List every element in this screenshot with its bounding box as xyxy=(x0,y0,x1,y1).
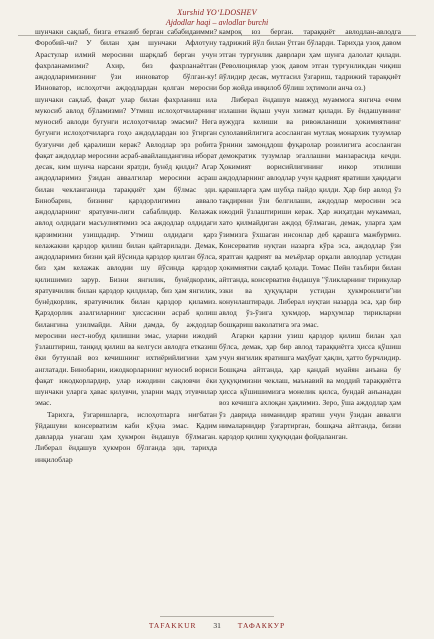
left-column xyxy=(35,26,217,465)
paragraph: Тарихга, ўзгаришларга, ислоҳотларга нигбатан ўйдашуви консерватизм каби кўҳна эмас. Қадим давларда унагаш ҳам ҳукмрон ёндашув бўлмаган. Либерал ёндашув ҳукмрон бўлганда эди, тарихда инқилоблар xyxy=(35,409,217,464)
paragraph: шунчаки сақлаб, бизга етказиб берган сабабидаимми? Форобий-чи? У билан ҳам шунчаки Афлотуну Арастулар илмий меросини шарқлаб берган учун фахрланамизми? Ахир, биз фахрланаётган аждодларимизнинг ўзи инноватор бўлган-ку! Инноватор, ислоҳотчи аждодлардан қолган меросни шунчаки сақлаб, фақат улар билан фахрланиш ила мукосиб авлод бўламизми? Утмиш ислоҳотчиларнинг муносиб авлоди бугунги ислоҳотчилар эмасми? Нега бугунги ислоҳотчиларга гоҳо аждодлардан юз ўгирган бузғунчи деб қаралиши керак? Авлодлар эрз робита фақат аждодлар меросини асраб-авайлашдангина иборат десак, ким шунча нарсани яратди, бунёд қилди? Агар аждодларимиз ўзидан аввалгилар меросини асраш билан чекланганида тараққиёт ҳам бўлмас эди. Бинобарин, бизнинг қарздорлигимиз аввало аждодларнинг яратувчи-лиги сабаблидир. Келажак авлод олдидаги масъулиятимиз эса аждодлар олдидаги қарзимизни узишдадир. Утмиш олдидаги қарз келажакни қарздор қилиш билан қайтарилади. Демак, аждодларимиз бизни қай йўсинда қарздор қилган бўлса, биз ҳам келажак авлодни шу йўсинда қарздор қилишимиз зарур. Бизни янгилик, бунёдкорлик, яратувчилик билан қарздор қилдилар, биз ҳам янгилик, бунёдкорлик, яратувчилик билан қарздор қиламиз. Қарздорлик азалгиларнинг ҳиссасини асраб қолиш билангина узилмайди. Айни дамда, бу аждодлар меросини нест-нобуд қилишни эмас, уларни ижодий ўзлаштириш, танқид қилиш ва келгуси авлодга етказиш ёки бутунлай воз кечишнинг ихтиёрийлигини ҳам англатади. Бинобарин, ижодкорларнинг муносиб вориси фақат ижодкорлардир, улар ижодини сақловчи ёки шунчаки уларга ҳавас қилувчи, уларни мадҳ этувчилар эмас. xyxy=(35,27,217,408)
paragraph: Агарки қарзни узиш қарздор қилиш билан ҳал бўлса, демак, ҳар бир авлод тараққиётга ҳисса қўшиш учун янгилик яратишга маҳбуат ҳақли, ҳатто бурчлидир. Бошқача айтганда, ҳар қандай муайян анъана бу ҳуқуқимизни чеклаш, маънавий ва моддий тараққиётга ҳисса қўшишимизга монелик қилса, бундай анъанадан воз кечишга ахлоқан ҳақлимиз. Зеро, ўша аждодлар ҳам ўз даврида ниманидир яратиш учун ўзидан аввалги нималарнидир ўзгартирган, бошқача айтганда, бизни қарздор қилиш ҳуқуқидан фойдаланган. xyxy=(219,330,401,441)
footer-magazine-latin: TAFAKKUR xyxy=(148,621,197,630)
header-author: Xurshid YO‘LDOSHEV xyxy=(177,8,257,17)
header-subtitle: Ajdodlar haqi – avlodlar burchi xyxy=(165,18,269,27)
page-number: 31 xyxy=(213,621,221,630)
paragraph: Либерал ёндашув мавжуд муаммога янгича ечим излашни ёқлаш учун хизмат қилади. Бу ёндашувнинг вужудга келиши ва ривожланиши ҳокимиятнинг сулолавийлигига асосланган мутлақ монархик тузумлар ўрнини замонддош фуқаролар розилигига асосланган демократик тузумлар эгаллашни манзарасида кечди. Ҳокимият ворисийлигининг инкор этилиши аждодларнинг авлодлар учун қадрият яратиши ҳақидаги қарашларга ҳам шубҳа пайдо қилди. Ҳар бир авлод ўз тақдирини ўзи белгилаши, аждодлар меросини эса ижодий ўзлаштириши керак. Ҳар жиҳатдан мукаммал, хато қилмайдиган аждод бўлмаган, демак, уларга ҳам ўзимизга ўхшаган инсонлар деб қарашга мажбурмиз. Консерватив нуқтаи назарга кўра эса, аждодлар ўзи яратган қадрият ва меъёрлар орқали авлодлар устидан ҳокимиятни сақлаб қолади. Томас Пейн таъбири билан айтганда, консерватив ёндашув "ўликларнинг тирикулар эзки ва ҳуқуқлари устидан ҳукмронлиги"ни конунлаштиради. Либерал нуқтаи назарда эса, ҳар бир авлод ўз-ўзига ҳукмдор, марҳумлар тирикларни бошқариш ваколатига эга эмас. xyxy=(219,94,401,329)
right-column xyxy=(219,26,401,442)
page-footer xyxy=(0,621,434,630)
footer-magazine-cyrillic: ТАФАККУР xyxy=(237,621,286,630)
paragraph: камроқ юз берган. тараққиёт авлодлан-авлодга тадрижий йўл билан ўтган бўларди. Тарихда узоқ давом этган турғунлик даврлари ҳам шунга далолат қилади. (Революциялар узоқ давом этган турғунликдан чиқиш йўлидир десак, мутгасил ўзгариш, тадрижий тараққиёт бор жойда инқилоб бўлиш эҳтимоли анча оз.) xyxy=(219,27,401,93)
footer-divider xyxy=(160,616,274,617)
